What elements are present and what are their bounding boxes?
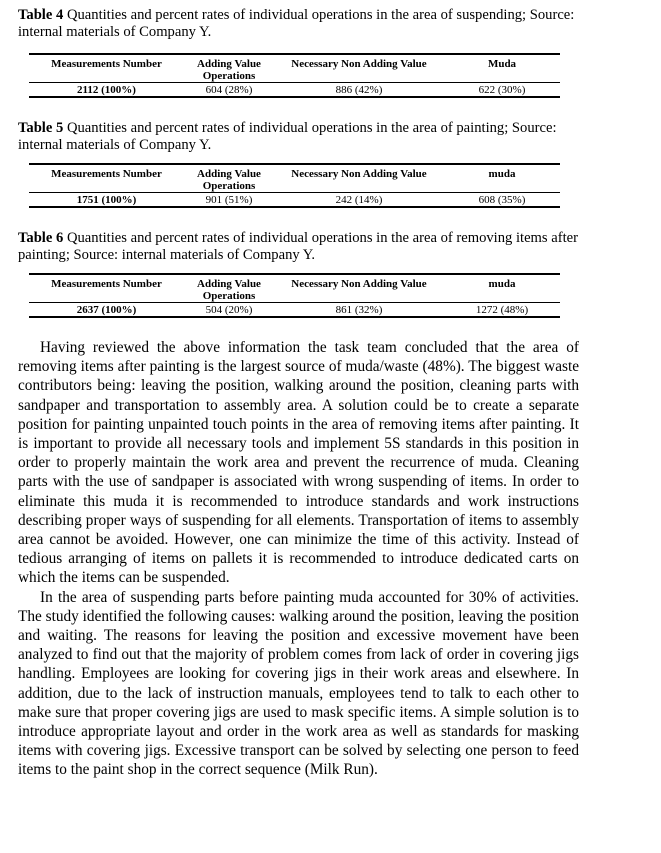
table-header-row [29, 274, 560, 303]
header-necessary-non-adding: Necessary Non Adding Value [274, 274, 444, 303]
table-6-caption-text: Quantities and percent rates of individual operations in the area of removing items after painting; Source: internal materials of Company Y. [18, 230, 578, 263]
header-adding-value: Adding Value Operations [184, 164, 274, 193]
cell-muda: 608 (35%) [444, 193, 560, 208]
paragraph: Having reviewed the above information the task team concluded that the area of removing items after painting is the largest source of muda/waste (48%). The biggest waste contributors being: leaving the position, walking around the position, cleaning parts with sandpaper and transportation to assembly area. A solution could be to create a separate position for painting unpainted touch points in the area of removing items after painting. It is important to provide all necessary tools and implement 5S standards in this position in order to properly maintain the work area and prevent the recurrence of muda. Cleaning parts with the use of sandpaper is associated with wrong suspending of items. In order to eliminate this muda it is recommended to introduce standards and work instructions describing proper ways of suspending for all elements. Transportation of items to assembly area cannot be avoided. However, one can minimize the time of this activity. Instead of tedious arranging of items on pallets it is recommended to introduce dedicated carts on which the items can be suspended. [18, 339, 579, 587]
cell-adding-value: 901 (51%) [184, 193, 274, 208]
cell-necessary-non-adding: 242 (14%) [274, 193, 444, 208]
table-6-label: Table 6 [18, 230, 64, 246]
header-necessary-non-adding: Necessary Non Adding Value [274, 54, 444, 83]
paragraph: In the area of suspending parts before painting muda accounted for 30% of activities. The study identified the following causes: walking around the position, leaving the position and waiting. The reasons for leaving the position and excessive movement have been analyzed to find out that the majority of problem comes from lack of order in covering jigs handling. Employees are looking for covering jigs in their work areas and elsewhere. In addition, due to the lack of instruction manuals, employees tend to talk to each other to make sure that proper covering jigs are used to mask specific items. A simple solution is to introduce appropriate layout and order in the work area as well as standards for masking items with covering jigs. Excessive transport can be solved by selecting one person to feed items to the paint shop in the correct sequence (Milk Run). [18, 588, 579, 779]
cell-adding-value: 604 (28%) [184, 83, 274, 98]
table-6-caption [18, 230, 579, 264]
cell-measurements: 2637 (100%) [29, 303, 184, 318]
table-4-caption [18, 7, 579, 41]
table-4-label: Table 4 [18, 7, 64, 23]
table-5-caption [18, 120, 579, 154]
cell-muda: 1272 (48%) [444, 303, 560, 318]
cell-muda: 622 (30%) [444, 83, 560, 98]
header-measurements: Measurements Number [29, 164, 184, 193]
header-muda: muda [444, 164, 560, 193]
table-row [29, 303, 560, 318]
cell-necessary-non-adding: 886 (42%) [274, 83, 444, 98]
table-4 [29, 53, 560, 98]
table-header-row [29, 164, 560, 193]
table-5-caption-text: Quantities and percent rates of individual operations in the area of painting; Source: internal materials of Company Y. [18, 120, 557, 153]
table-5-label: Table 5 [18, 120, 64, 136]
header-muda: muda [444, 274, 560, 303]
header-adding-value: Adding Value Operations [184, 274, 274, 303]
table-4-caption-text: Quantities and percent rates of individual operations in the area of suspending; Source: internal materials of Company Y. [18, 7, 575, 40]
table-header-row [29, 54, 560, 83]
header-necessary-non-adding: Necessary Non Adding Value [274, 164, 444, 193]
header-measurements: Measurements Number [29, 54, 184, 83]
cell-measurements: 1751 (100%) [29, 193, 184, 208]
table-row [29, 83, 560, 98]
table-row [29, 193, 560, 208]
cell-measurements: 2112 (100%) [29, 83, 184, 98]
cell-adding-value: 504 (20%) [184, 303, 274, 318]
body-text [18, 338, 579, 780]
cell-necessary-non-adding: 861 (32%) [274, 303, 444, 318]
header-adding-value: Adding Value Operations [184, 54, 274, 83]
document-page [18, 7, 579, 780]
header-muda: Muda [444, 54, 560, 83]
table-5 [29, 163, 560, 208]
table-6 [29, 273, 560, 318]
header-measurements: Measurements Number [29, 274, 184, 303]
